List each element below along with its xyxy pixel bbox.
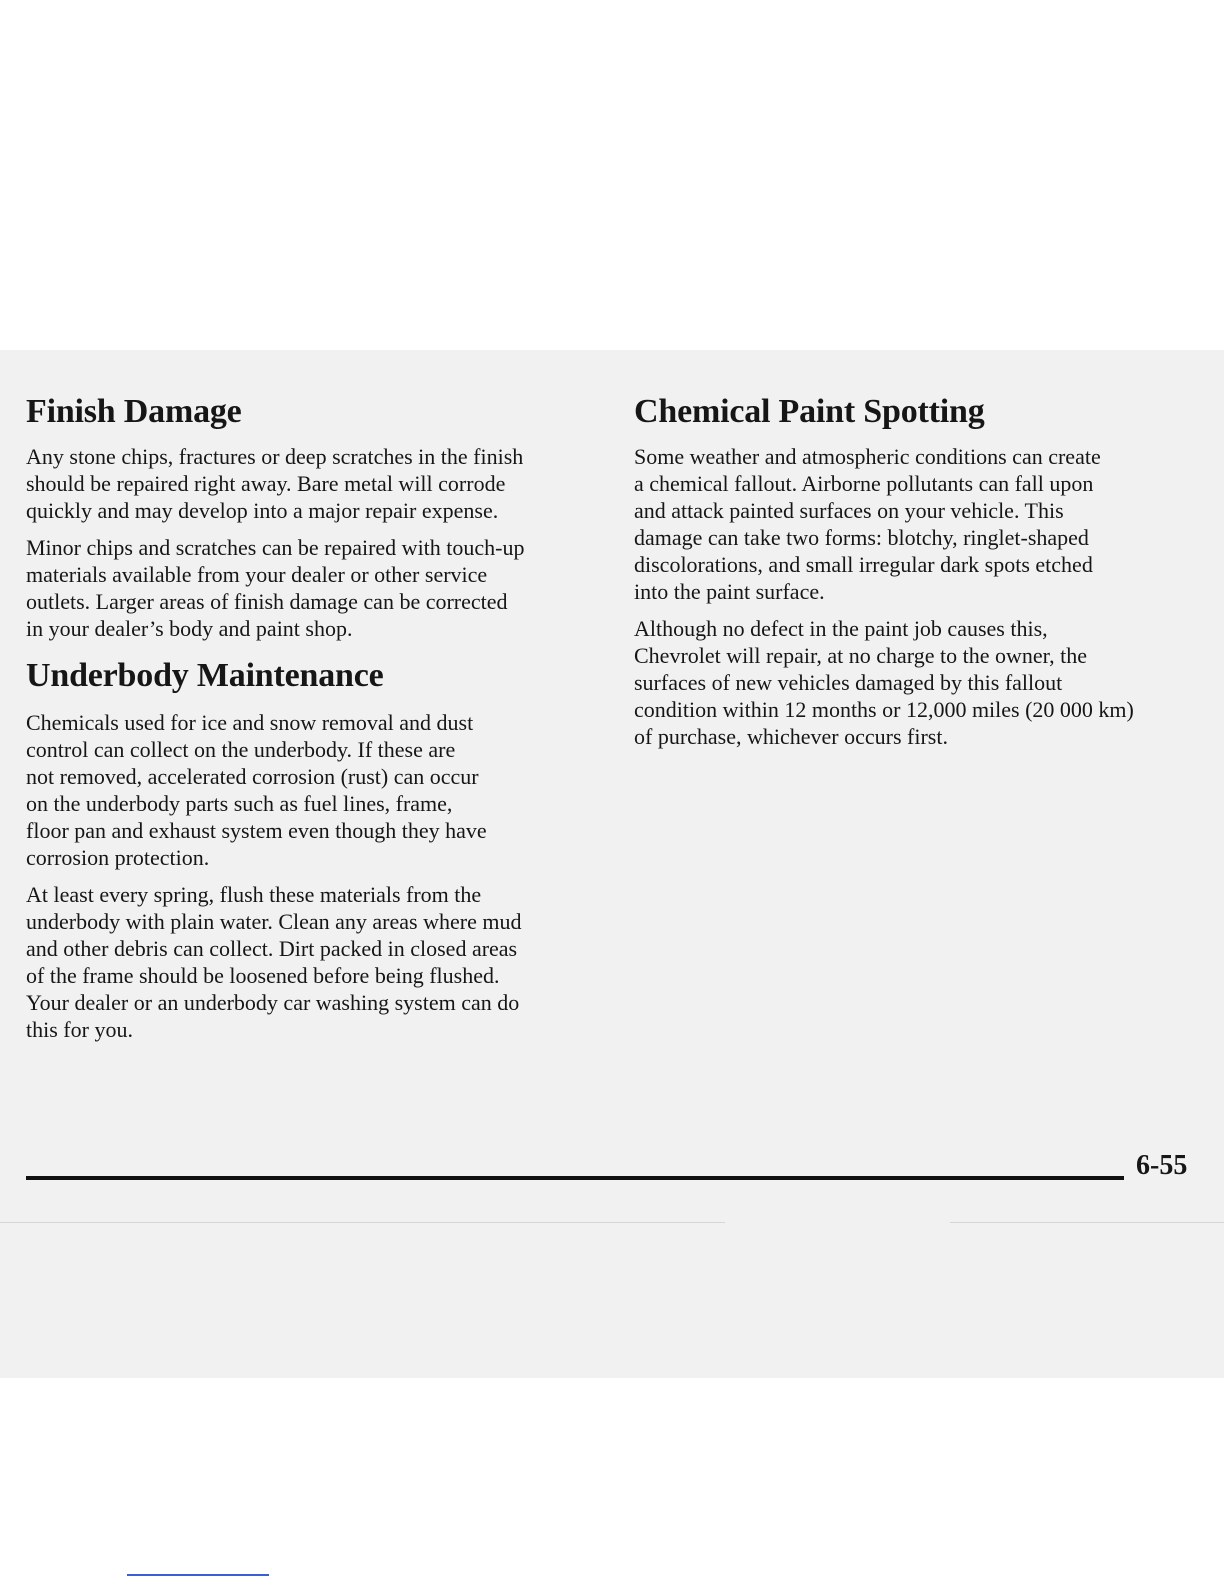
left-column xyxy=(26,392,596,1053)
chemical-paint-spotting-section xyxy=(634,392,1204,750)
manual-page xyxy=(0,350,1224,1378)
underbody-maintenance-paragraph-1: Chemicals used for ice and snow removal and dust control can collect on the underbody. If these are not removed, accelerated corrosion (rust) can occur on the underbody parts such as fuel lines, frame, floor pan and exhaust system even though they have corrosion protection. xyxy=(26,709,487,870)
chemical-paint-spotting-heading: Chemical Paint Spotting xyxy=(634,393,985,430)
footer-rule xyxy=(26,1176,1124,1180)
chemical-paint-spotting-paragraph-2: Although no defect in the paint job causes this, Chevrolet will repair, at no charge to the owner, the surfaces of new vehicles damaged by this fallout condition within 12 months or 12,000 miles (20 000 km) of purchase, whichever occurs first. xyxy=(634,615,1134,749)
finish-damage-heading: Finish Damage xyxy=(26,393,242,430)
chemical-paint-spotting-paragraph-1: Some weather and atmospheric conditions can create a chemical fallout. Airborne pollutants can fall upon and attack painted surfaces on your vehicle. This damage can take two forms: blotchy, ringlet-shaped discolorations, and small irregular dark spots etched into the paint surface. xyxy=(634,443,1101,604)
bottom-edge-mark xyxy=(127,1574,269,1576)
finish-damage-paragraph-2: Minor chips and scratches can be repaired with touch-up materials available from your dealer or other service outlets. Larger areas of finish damage can be corrected in your dealer’s body and paint shop. xyxy=(26,534,525,641)
finish-damage-section xyxy=(26,392,596,642)
page-number: 6-55 xyxy=(1136,1150,1188,1181)
underbody-maintenance-section xyxy=(26,656,596,1043)
underbody-maintenance-paragraph-2: At least every spring, flush these materials from the underbody with plain water. Clean any areas where mud and other debris can collect. Dirt packed in closed areas of the frame should be loosened before being flushed. Your dealer or an underbody car washing system can do this for you. xyxy=(26,881,522,1042)
right-column xyxy=(634,392,1204,760)
finish-damage-paragraph-1: Any stone chips, fractures or deep scratches in the finish should be repaired right away. Bare metal will corrode quickly and may develop into a major repair expense. xyxy=(26,443,524,523)
scan-divider-left xyxy=(0,1222,725,1223)
underbody-maintenance-heading: Underbody Maintenance xyxy=(26,656,384,694)
scan-divider-right xyxy=(950,1222,1224,1223)
